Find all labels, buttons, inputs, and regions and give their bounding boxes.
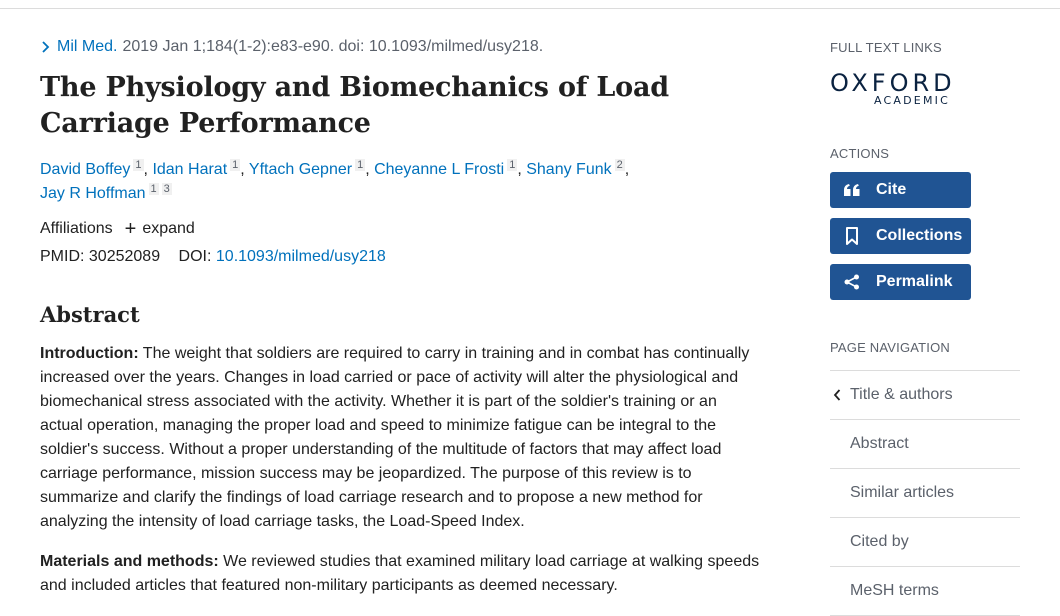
full-text-links-heading: FULL TEXT LINKS [830,40,942,55]
doi-link[interactable]: 10.1093/milmed/usy218 [215,248,386,265]
collections-label: Collections [876,227,963,244]
abstract-heading: Abstract [40,302,140,327]
chevron-left-icon [832,388,842,402]
collections-button[interactable] [830,218,971,254]
nav-item-label: Abstract [850,435,909,452]
citation-line [40,36,760,58]
affiliation-ref[interactable]: 3 [163,183,170,195]
affiliations-row [40,218,760,240]
methods-text: We reviewed studies that examined military load carriage at walking speeds and included articles that featured non-military participants as deemed necessary. [40,553,760,594]
identifiers-row [40,246,760,268]
expand-affiliations-button[interactable] [125,220,195,238]
sidebar [830,40,1020,616]
pmid-value: 30252089 [88,248,161,265]
nav-item-label: Similar articles [850,484,955,501]
affiliations-label: Affiliations [40,220,113,237]
logo-oxford-text: OXFORD [830,69,956,97]
nav-item-label: MeSH terms [850,582,939,599]
nav-item-label: Title & authors [850,386,953,403]
logo-academic-text: ACADEMIC [874,94,950,107]
page-navigation-heading: PAGE NAVIGATION [830,340,951,355]
author-link[interactable]: Jay R Hoffman [40,185,146,202]
methods-label: Materials and methods: [40,553,219,570]
bookmark-icon [842,226,862,246]
author-link[interactable]: Cheyanne L Frosti [374,161,505,178]
introduction-text: The weight that soldiers are required to carry in training and in combat has continually increased over the years. Changes in load carried or pace of activity will alter the physiological and biomechanical stress associated with the activity. Whether it is part of the soldier's training or an actual operation, managing the proper load and speed to minimize fatigue can be integral to the soldier's success. Without a proper understanding of the multitude of factors that may affect load carriage performance, mission success may be jeopardized. The purpose of this review is to summarize and clarify the findings of load carriage research and to propose a new method for analyzing the intensity of load carriage tasks, the Load-Speed Index. [40,345,750,530]
nav-item-similar-articles[interactable] [830,469,1020,518]
author-link[interactable]: Idan Harat [152,161,228,178]
page-navigation [830,370,1020,616]
author-link[interactable]: David Boffey [40,161,131,178]
affiliation-ref[interactable]: 1 [135,159,142,171]
nav-item-label: Cited by [850,533,909,550]
journal-link[interactable]: Mil Med. [57,38,118,55]
chevron-right-icon[interactable] [40,40,52,54]
abstract-methods [40,550,760,598]
affiliation-ref[interactable]: 2 [616,159,623,171]
expand-label: expand [142,220,195,237]
cite-label: Cite [876,181,907,198]
permalink-label: Permalink [876,273,953,290]
affiliation-ref[interactable]: 1 [232,159,239,171]
actions-heading: ACTIONS [830,146,890,161]
citation-details: 2019 Jan 1;184(1-2):e83-e90. doi: 10.1093/milmed/usy218. [122,38,544,55]
affiliation-ref[interactable]: 1 [509,159,516,171]
nav-item-title-authors[interactable] [830,371,1020,420]
oxford-academic-logo[interactable] [830,71,960,107]
cite-button[interactable] [830,172,971,208]
author-link[interactable]: Yftach Gepner [248,161,353,178]
top-divider [0,8,1060,9]
affiliation-ref[interactable]: 1 [150,183,157,195]
nav-item-mesh-terms[interactable] [830,567,1020,616]
plus-icon: + [124,218,137,240]
article-main [40,36,760,614]
affiliation-ref[interactable]: 1 [357,159,364,171]
permalink-button[interactable] [830,264,971,300]
nav-item-cited-by[interactable] [830,518,1020,567]
share-icon [842,272,862,292]
author-link[interactable]: Shany Funk [526,161,612,178]
abstract-introduction [40,342,760,534]
author-list: David Boffey $^1$ , Idan Harat $^1$ , Yftach Gepner $^1$ , Cheyanne L Frosti $^1$ , Shany Funk $^2$ , Jay R Hoffman $^1$ $^3$ [40,159,630,202]
article-title: The Physiology and Biomechanics of Load Carriage Performance [40,72,669,139]
pmid-label: PMID: [40,248,85,265]
quote-icon [842,180,862,200]
doi-label: DOI: [178,248,212,265]
nav-item-abstract[interactable] [830,420,1020,469]
introduction-label: Introduction: [40,345,139,362]
